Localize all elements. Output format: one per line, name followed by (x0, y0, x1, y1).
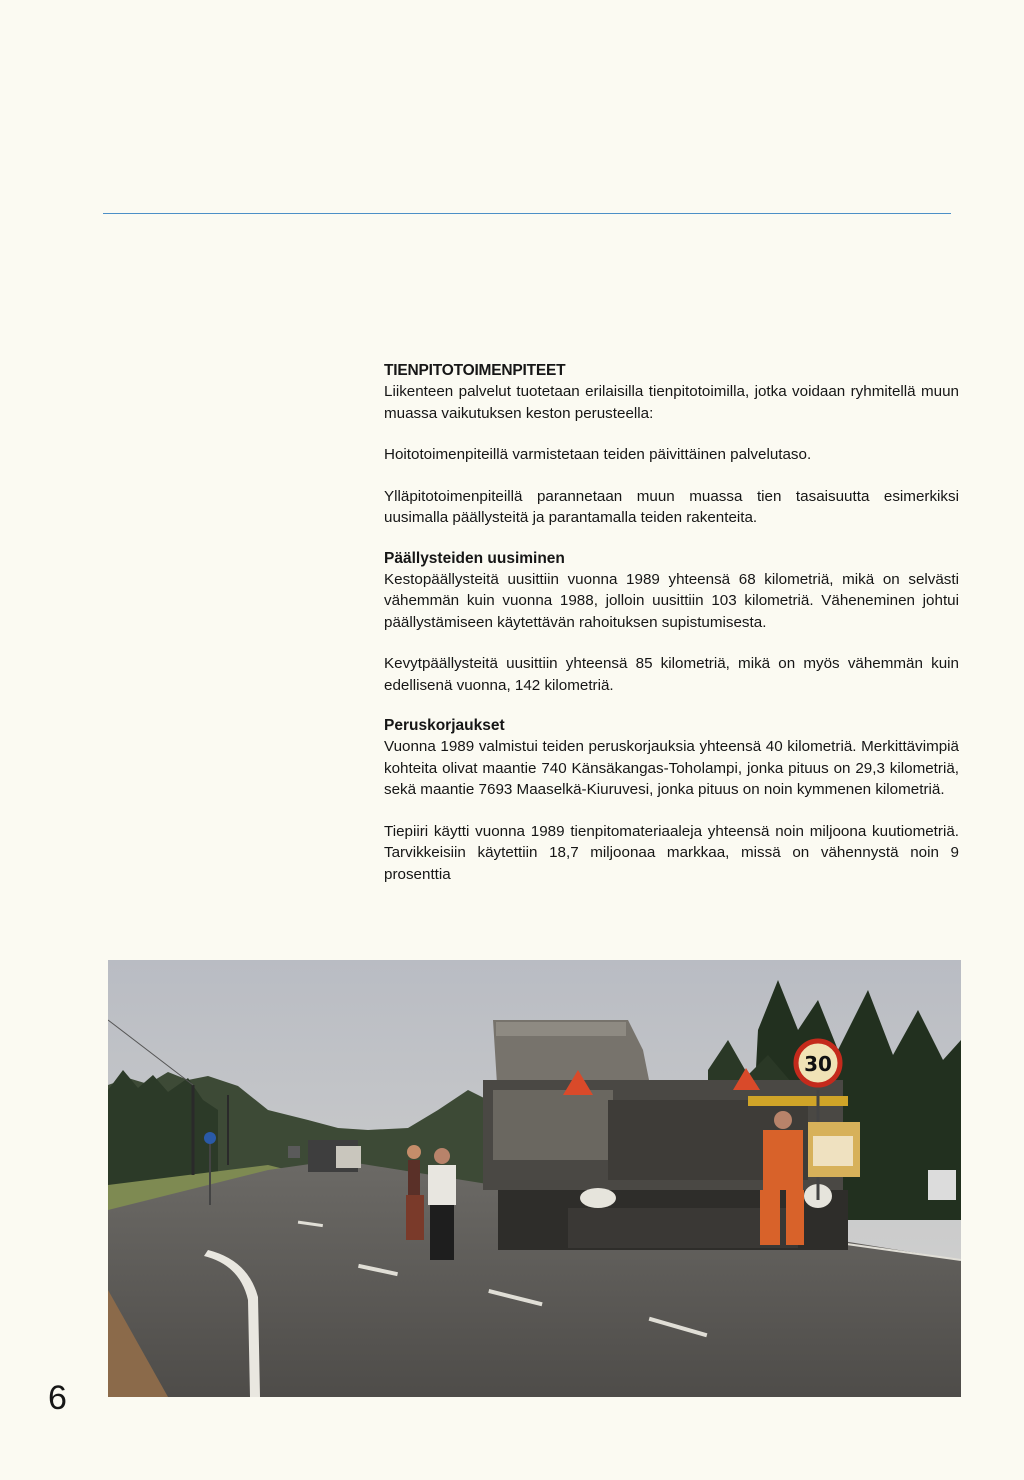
road-paving-photo (108, 960, 961, 1397)
resurfacing-paragraph-1: Kestopäällysteitä uusittiin vuonna 1989 yhteensä 68 kilometriä, mikä on selvästi vähemmän kuin vuonna 1988, jolloin uusittiin 103 kilometriä. Väheneminen johtui päällystämiseen käytettävän rahoituksen supistumisesta. (384, 570, 959, 631)
speed-sign-label: 30 (804, 1052, 832, 1076)
upkeep-paragraph: Ylläpitotoimenpiteillä parannetaan muun muassa tien tasaisuutta esimerkiksi uusimalla päällysteitä ja parantamalla teiden rakenteita. (384, 487, 959, 526)
header-rule (103, 213, 951, 214)
repairs-paragraph-2: Tiepiiri käytti vuonna 1989 tienpitomateriaaleja yhteensä noin miljoona kuutiometriä. Tarvikkeisiin käytettiin 18,7 miljoonaa markkaa, missä on vähennystä noin 9 prosenttia (384, 822, 959, 883)
resurfacing-paragraph-2: Kevytpäällysteitä uusittiin yhteensä 85 kilometriä, mikä on myös vähemmän kuin edellisenä vuonna, 142 kilometriä. (384, 655, 959, 694)
page-heading: TIENPITOTOIMENPITEET (384, 362, 566, 379)
page-number: 6 (48, 1379, 67, 1417)
intro-paragraph: Liikenteen palvelut tuotetaan erilaisilla tienpitotoimilla, jotka voidaan ryhmitellä muun muassa vaikutuksen keston perusteella: (384, 383, 959, 422)
section-title-repairs: Peruskorjaukset (384, 717, 505, 734)
article-body (384, 361, 959, 905)
repairs-paragraph-1: Vuonna 1989 valmistui teiden peruskorjauksia yhteensä 40 kilometriä. Merkittävimpiä kohteita olivat maantie 740 Känsäkangas-Toholampi, jonka pituus on 29,3 kilometriä, sekä maantie 7693 Maaselkä-Kiuruvesi, jonka pituus on noin kymmenen kilometriä. (384, 738, 959, 798)
maintenance-paragraph: Hoitotoimenpiteillä varmistetaan teiden päivittäinen palvelutaso. (384, 446, 812, 463)
section-title-resurfacing: Päällysteiden uusiminen (384, 549, 565, 567)
